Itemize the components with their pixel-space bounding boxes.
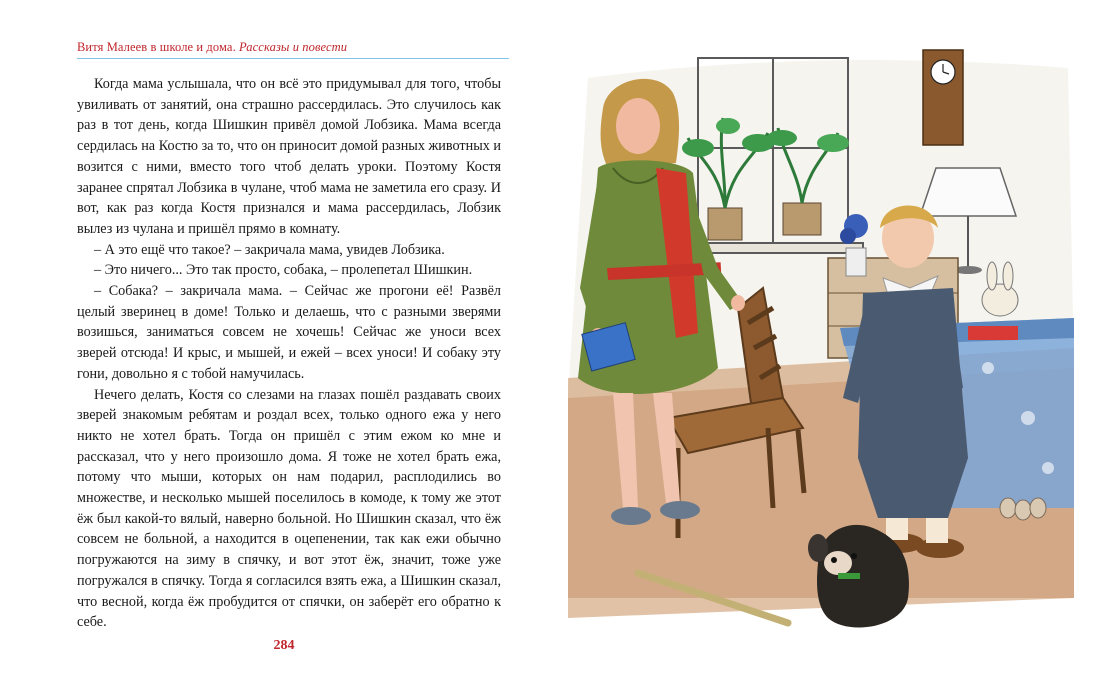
- page-number: 284: [273, 638, 295, 653]
- paragraph: – А это ещё что такое? – закричала мама, увидев Лобзика.: [94, 241, 445, 258]
- book-title: Витя Малеев в школе и дома.: [77, 40, 236, 54]
- running-head: [77, 40, 502, 55]
- paragraph: Когда мама услышала, что он всё это придумывал для того, чтобы увиливать от занятий, она страшно рассердилась. Это случилось как раз в тот день, когда Шишкин привёл домой Лобзика. Мама всегда сердилась на Костю за то, что он приносит домой разных животных и возится с ними, вместо того чтоб делать уроки. Поэтому Костя заранее спрятал Лобзика в чулане, чтоб мама не заметила его сразу. И вот, как раз когда Костя признался и мама рассердилась, Лобзик вылез из чулана и пришёл прямо в комнату.: [77, 76, 501, 237]
- paragraph: – Собака? – закричала мама. – Сейчас же прогони её! Развёл целый зверинец в доме! Только и делаешь, что с разными зверями возишься, заниматься совсем не хочешь! Сейчас же уноси всех зверей отсюда! И крыс, и мышей, и ежей – всех уноси! И собаку эту гони, довольно я с тобой намучилась.: [77, 283, 501, 382]
- paragraph: – Это ничего... Это так просто, собака, – пролепетал Шишкин.: [94, 262, 473, 279]
- body-text: [77, 74, 501, 633]
- toy-mice: [1000, 498, 1046, 520]
- header-rule: [77, 58, 509, 59]
- series-title: Рассказы и повести: [239, 40, 348, 54]
- story-illustration: [568, 38, 1074, 648]
- paragraph: Нечего делать, Костя со слезами на глазах пошёл раздавать своих зверей знакомым ребятам и роздал всех, только одного ежа у него никто не хотел брать. Тогда он пришёл с этим ежом ко мне и рассказал, что у него произошло дома. Я тоже не хотел брать ежа, потому что мыши, которых он нам подарил, расплодились во множестве, и несколько мышей поселилось в комоде, к тому же этот ёж был какой-то вялый, наверно больной. Но Шишкин сказал, что ёж совсем не больной, а находится в оцепенении, так как ежи обычно погружаются на зиму в спячку, и вот этот ёж, значит, тоже уже погружался в спячку. Тогда я согласился взять ежа, а Шишкин сказал, что весной, когда ёж пробудится от спячки, он заберёт его обратно к себе.: [77, 386, 501, 631]
- clock-icon: [923, 50, 963, 145]
